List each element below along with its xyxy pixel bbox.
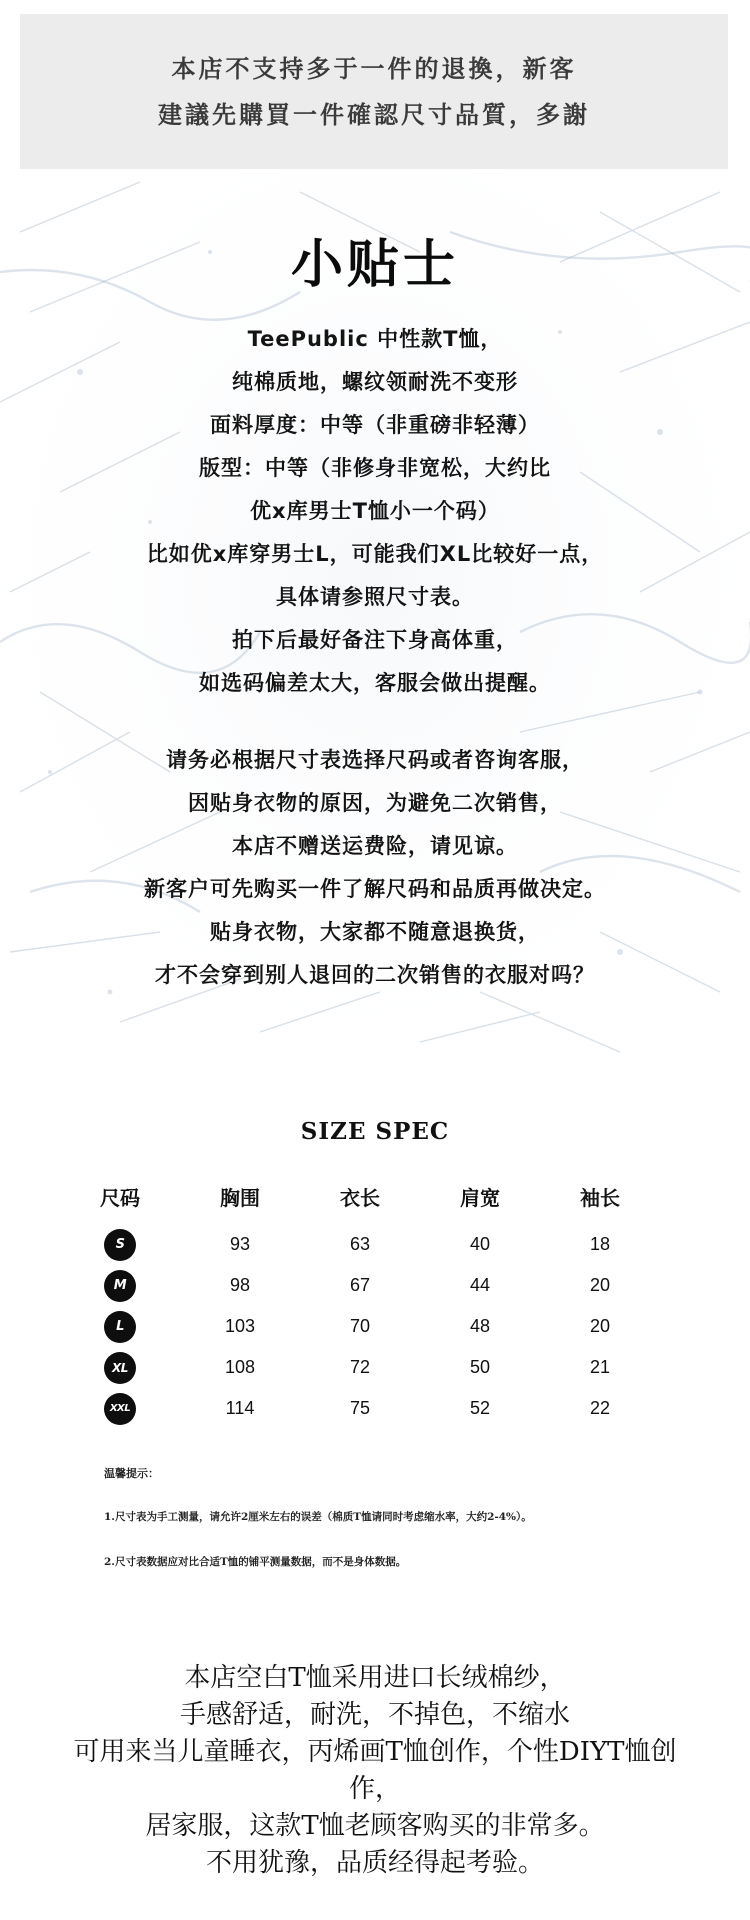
table-row — [60, 1224, 660, 1265]
tips-line: 纯棉质地，螺纹领耐洗不变形 — [232, 370, 518, 394]
header-length: 衣长 — [340, 1185, 380, 1210]
size-spec-title: SIZE SPEC — [300, 1118, 450, 1145]
size-cell — [60, 1347, 180, 1388]
notice-banner — [20, 14, 728, 169]
tips-line: 新客户可先购买一件了解尺码和品质再做决定。 — [144, 877, 606, 901]
header-sleeve: 袖长 — [580, 1185, 620, 1210]
tips-line: 面料厚度：中等（非重磅非轻薄） — [210, 413, 540, 437]
tips-line: 如选码偏差太大，客服会做出提醒。 — [199, 671, 551, 695]
size-table-header-row — [60, 1168, 660, 1224]
description-line: 手感舒适，耐洗，不掉色，不缩水 — [179, 1700, 570, 1730]
size-cell — [60, 1306, 180, 1347]
tips-line: 本店不赠送运费险，请见谅。 — [232, 834, 518, 858]
table-row — [60, 1265, 660, 1306]
header-shoulder: 肩宽 — [460, 1185, 500, 1210]
notes-item: 2.尺寸表数据应对比合适T恤的铺平测量数据，而不是身体数据。 — [104, 1556, 407, 1568]
description-line: 可用来当儿童睡衣，丙烯画T恤创作，个性DIYT恤创 — [73, 1737, 677, 1767]
size-cell — [60, 1265, 180, 1306]
tips-line: 因贴身衣物的原因，为避免二次销售， — [188, 791, 562, 815]
tips-line: 比如优x库穿男士L，可能我们XL比较好一点， — [146, 542, 604, 566]
sleeve-cell: 18 — [589, 1234, 611, 1254]
tips-title: 小贴士 — [290, 235, 459, 295]
description-line: 不用犹豫，品质经得起考验。 — [205, 1848, 544, 1878]
description-line: 作， — [348, 1774, 401, 1804]
size-cell — [60, 1388, 180, 1429]
description-line: 居家服，这款T恤老顾客购买的非常多。 — [145, 1811, 605, 1841]
tips-line: 版型：中等（非修身非宽松，大约比 — [199, 456, 551, 480]
chest-cell: 98 — [229, 1275, 251, 1295]
header-chest: 胸围 — [220, 1185, 260, 1210]
size-badge: S — [104, 1229, 136, 1261]
chest-cell: 93 — [229, 1234, 251, 1254]
length-cell: 67 — [349, 1275, 371, 1295]
size-badge: XL — [104, 1352, 136, 1384]
shoulder-cell: 52 — [469, 1398, 491, 1418]
tips-line: TeePublic 中性款T恤， — [247, 327, 503, 351]
size-spec-table — [60, 1168, 660, 1429]
size-badge: L — [104, 1311, 136, 1343]
notes-item: 1.尺寸表为手工测量，请允许2厘米左右的误差（棉质T恤请同时考虑缩水率，大约2-4%）。 — [104, 1511, 532, 1523]
size-badge: XXL — [104, 1393, 136, 1425]
chest-cell: 114 — [225, 1398, 255, 1418]
chest-cell: 103 — [224, 1316, 256, 1336]
sleeve-cell: 22 — [589, 1398, 611, 1418]
shoulder-cell: 44 — [469, 1275, 491, 1295]
measurement-notes — [104, 1465, 724, 1599]
tips-line: 拍下后最好备注下身高体重， — [232, 628, 518, 652]
product-description — [0, 1660, 750, 1882]
table-row — [60, 1347, 660, 1388]
length-cell: 70 — [349, 1316, 371, 1336]
tips-section — [0, 230, 750, 997]
notice-line-2: 建議先購買一件確認尺寸品質，多謝 — [158, 100, 590, 129]
notes-title: 温馨提示： — [104, 1467, 159, 1480]
shoulder-cell: 48 — [469, 1316, 491, 1336]
chest-cell: 108 — [224, 1357, 256, 1377]
length-cell: 72 — [349, 1357, 371, 1377]
size-badge: M — [104, 1270, 136, 1302]
header-size: 尺码 — [100, 1185, 140, 1210]
size-cell — [60, 1224, 180, 1265]
tips-line: 贴身衣物，大家都不随意退换货， — [210, 920, 540, 944]
sleeve-cell: 21 — [589, 1357, 611, 1377]
tips-line: 优x库男士T恤小一个码） — [250, 499, 500, 523]
notice-line-1: 本店不支持多于一件的退換，新客 — [171, 54, 577, 83]
shoulder-cell: 40 — [469, 1234, 491, 1254]
tips-line: 请务必根据尺寸表选择尺码或者咨询客服， — [166, 748, 584, 772]
tips-spacer — [0, 705, 750, 739]
tips-line: 才不会穿到别人退回的二次销售的衣服对吗？ — [155, 963, 595, 987]
description-line: 本店空白T恤采用进口长绒棉纱， — [184, 1663, 566, 1693]
shoulder-cell: 50 — [469, 1357, 491, 1377]
sleeve-cell: 20 — [589, 1275, 611, 1295]
table-row — [60, 1388, 660, 1429]
length-cell: 75 — [349, 1398, 371, 1418]
length-cell: 63 — [349, 1234, 371, 1254]
table-row — [60, 1306, 660, 1347]
sleeve-cell: 20 — [589, 1316, 611, 1336]
tips-line: 具体请参照尺寸表。 — [276, 585, 474, 609]
